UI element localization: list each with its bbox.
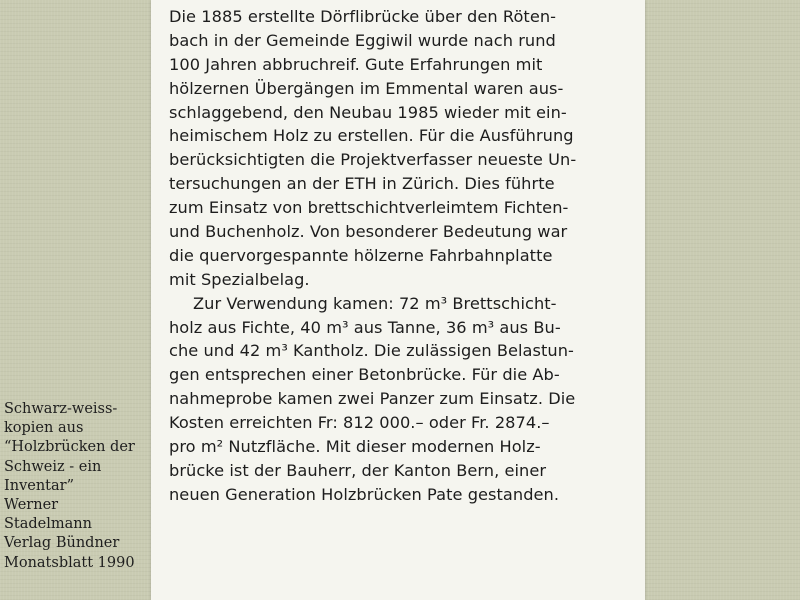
article-line: Die 1885 erstellte Dörflibrücke über den Röten- xyxy=(169,7,557,26)
article-line: che und 42 m³ Kantholz. Die zulässigen Belastun- xyxy=(169,341,574,361)
article-line: und Buchenholz. Von besonderer Bedeutung war xyxy=(169,222,568,242)
caption-line: “Holzbrücken der xyxy=(4,439,135,456)
article-line: hölzernen Übergängen im Emmental waren aus- xyxy=(169,78,564,98)
caption-line: Monatsblatt 1990 xyxy=(4,554,135,571)
article-line: nahmeprobe kamen zwei Panzer zum Einsatz. Die xyxy=(169,389,576,409)
scanned-page xyxy=(151,0,645,600)
caption-line: Inventar” xyxy=(4,477,74,494)
caption-line: Stadelmann xyxy=(4,516,92,533)
caption-line: kopien aus xyxy=(4,420,84,437)
caption-line: Schweiz - ein xyxy=(4,458,102,475)
article-line: berücksichtigten die Projektverfasser neueste Un- xyxy=(169,150,577,170)
article-text xyxy=(169,5,639,507)
caption-line: Werner xyxy=(4,497,59,514)
article-line: bach in der Gemeinde Eggiwil wurde nach rund xyxy=(169,30,556,50)
source-caption xyxy=(4,400,149,573)
caption-line: Schwarz-weiss- xyxy=(4,401,118,417)
article-line: schlaggebend, den Neubau 1985 wieder mit ein- xyxy=(169,102,567,122)
article-line: neuen Generation Holzbrücken Pate gestanden. xyxy=(169,484,560,504)
article-line: gen entsprechen einer Betonbrücke. Für die Ab- xyxy=(169,365,560,385)
article-line: heimischem Holz zu erstellen. Für die Ausführung xyxy=(169,126,574,146)
article-line: zum Einsatz von brettschichtverleimtem Fichten- xyxy=(169,198,569,218)
article-line: brücke ist der Bauherr, der Kanton Bern, einer xyxy=(169,460,547,480)
article-line: die quervorgespannte hölzerne Fahrbahnplatte xyxy=(169,245,553,265)
article-line: 100 Jahren abbruchreif. Gute Erfahrungen mit xyxy=(169,54,543,74)
article-line: pro m² Nutzfläche. Mit dieser modernen Holz- xyxy=(169,437,541,457)
article-line: Kosten erreichten Fr: 812 000.– oder Fr. 2874.– xyxy=(169,413,550,433)
article-line: mit Spezialbelag. xyxy=(169,269,310,289)
article-line: Zur Verwendung kamen: 72 m³ Brettschicht- xyxy=(193,293,557,313)
article-line: holz aus Fichte, 40 m³ aus Tanne, 36 m³ aus Bu- xyxy=(169,317,561,337)
article-line: tersuchungen an der ETH in Zürich. Dies führte xyxy=(169,174,555,194)
caption-line: Verlag Bündner xyxy=(4,535,120,552)
